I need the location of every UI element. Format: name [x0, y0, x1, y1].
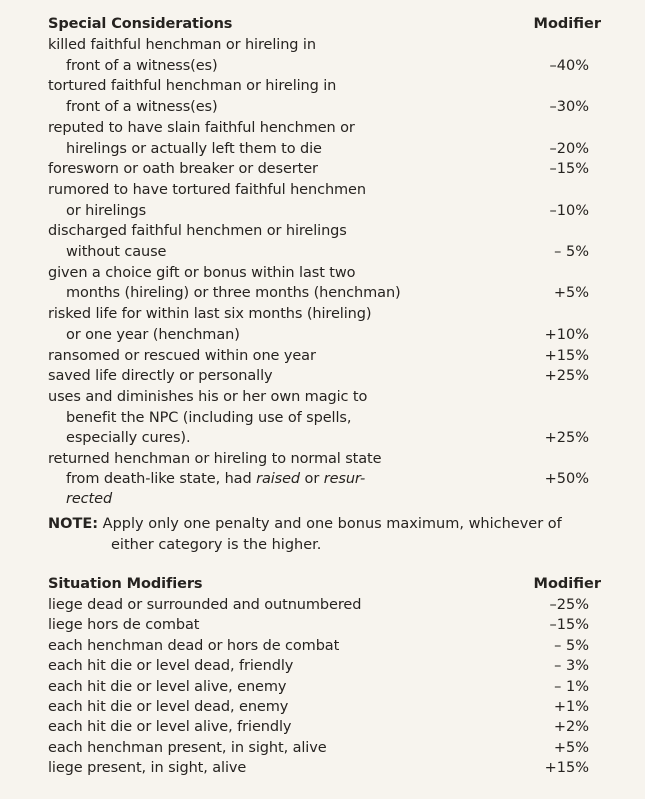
line-modifier: –30% [549, 99, 589, 116]
line-modifier: –15% [549, 161, 589, 178]
line-text: rumored to have tortured faithful henchmen [48, 181, 366, 198]
special-line-mod: +50% [544, 471, 589, 487]
line-text: or one year (henchman) [66, 326, 240, 343]
list-item [0, 656, 645, 677]
line-modifier: –25% [549, 597, 589, 613]
line-text: given a choice gift or bonus within last two [48, 264, 356, 281]
line-text: foresworn or oath breaker or deserter [48, 161, 318, 178]
line-modifier: +5% [553, 285, 589, 302]
note-line-1 [48, 514, 562, 535]
line-text: liege hors de combat [48, 617, 200, 634]
line-text: liege present, in sight, alive [48, 760, 247, 777]
list-item [0, 325, 645, 346]
line-text: or hirelings [66, 202, 147, 219]
line-text: reputed to have slain faithful henchmen or [48, 119, 355, 136]
list-item [0, 76, 645, 97]
list-item [0, 139, 645, 160]
line-modifier: –15% [549, 617, 589, 634]
line-modifier: +10% [544, 326, 589, 343]
special-line-rected [0, 489, 645, 510]
line-modifier: +1% [553, 699, 589, 715]
list-item [0, 346, 645, 367]
list-item [0, 56, 645, 77]
line-text: tortured faithful henchman or hireling in [48, 78, 337, 95]
line-modifier: +15% [544, 347, 589, 364]
line-text: front of a witness(es) [66, 57, 218, 74]
list-item [0, 636, 645, 657]
list-item [0, 697, 645, 718]
line-text: each hit die or level alive, enemy [48, 678, 287, 695]
line-modifier: – 5% [554, 244, 589, 260]
line-modifier: +25% [544, 368, 589, 385]
line-text: hirelings or actually left them to die [66, 140, 322, 157]
special-header-row [0, 14, 645, 35]
line-text: each henchman dead or hors de combat [48, 637, 340, 654]
list-item [0, 408, 645, 429]
line-text: each henchman present, in sight, alive [48, 739, 327, 756]
italic-term: raised [256, 471, 301, 487]
list-item [0, 35, 645, 56]
line-modifier: – 1% [554, 678, 589, 695]
line-text: months (hireling) or three months (henchman) [66, 285, 401, 302]
line-modifier: +25% [544, 430, 589, 447]
list-item [0, 738, 645, 759]
line-modifier: –20% [549, 140, 589, 157]
line-text: each hit die or level dead, enemy [48, 699, 289, 715]
special-modifier-header: Modifier [533, 16, 601, 32]
note-label: NOTE: [48, 516, 99, 532]
note-text-1: Apply only one penalty and one bonus maximum, whichever of [98, 516, 562, 532]
text-part: or [300, 471, 324, 487]
line-text: discharged faithful henchmen or hirelings [48, 223, 347, 240]
situation-modifier-header: Modifier [533, 576, 601, 592]
line-text: benefit the NPC (including use of spells, [66, 409, 352, 426]
list-item [0, 263, 645, 284]
special-line-text [66, 469, 365, 490]
line-modifier: +2% [553, 719, 589, 736]
list-item [0, 201, 645, 222]
line-text: especially cures). [66, 430, 191, 447]
list-item [0, 615, 645, 636]
italic-term: resur- [323, 471, 366, 487]
list-item [0, 449, 645, 470]
list-item [0, 97, 645, 118]
line-text: liege dead or surrounded and outnumbered [48, 597, 362, 613]
list-item [0, 677, 645, 698]
list-item [0, 428, 645, 449]
list-item [0, 366, 645, 387]
list-item [0, 159, 645, 180]
line-modifier: +15% [544, 760, 589, 777]
line-text: each hit die or level dead, friendly [48, 658, 294, 675]
special-line-raised [0, 469, 645, 490]
list-item [0, 118, 645, 139]
list-item [0, 595, 645, 616]
line-text: without cause [66, 244, 167, 260]
special-header: Special Considerations [48, 16, 233, 32]
line-text: returned henchman or hireling to normal state [48, 451, 382, 467]
line-text: front of a witness(es) [66, 99, 218, 116]
line-text: risked life for within last six months (hireling) [48, 306, 372, 323]
list-item [0, 180, 645, 201]
line-text: ransomed or rescued within one year [48, 347, 316, 364]
line-modifier: – 5% [554, 637, 589, 654]
line-text: saved life directly or personally [48, 368, 273, 385]
line-modifier: –10% [549, 202, 589, 219]
list-item [0, 717, 645, 738]
note-line-2: either category is the higher. [111, 537, 322, 553]
line-text: each hit die or level alive, friendly [48, 719, 292, 736]
list-item [0, 758, 645, 779]
line-text: killed faithful henchman or hireling in [48, 37, 316, 53]
line-modifier: +5% [553, 739, 589, 756]
list-item [0, 283, 645, 304]
situation-header: Situation Modifiers [48, 576, 203, 592]
list-item [0, 387, 645, 408]
list-item [0, 304, 645, 325]
situation-header-row [0, 574, 645, 595]
line-modifier: – 3% [554, 658, 589, 675]
list-item [0, 221, 645, 242]
special-line-text: rected [66, 491, 113, 507]
line-modifier: –40% [549, 57, 589, 74]
list-item [0, 242, 645, 263]
line-text: uses and diminishes his or her own magic to [48, 388, 368, 405]
text-part: from death-like state, had [66, 471, 257, 487]
